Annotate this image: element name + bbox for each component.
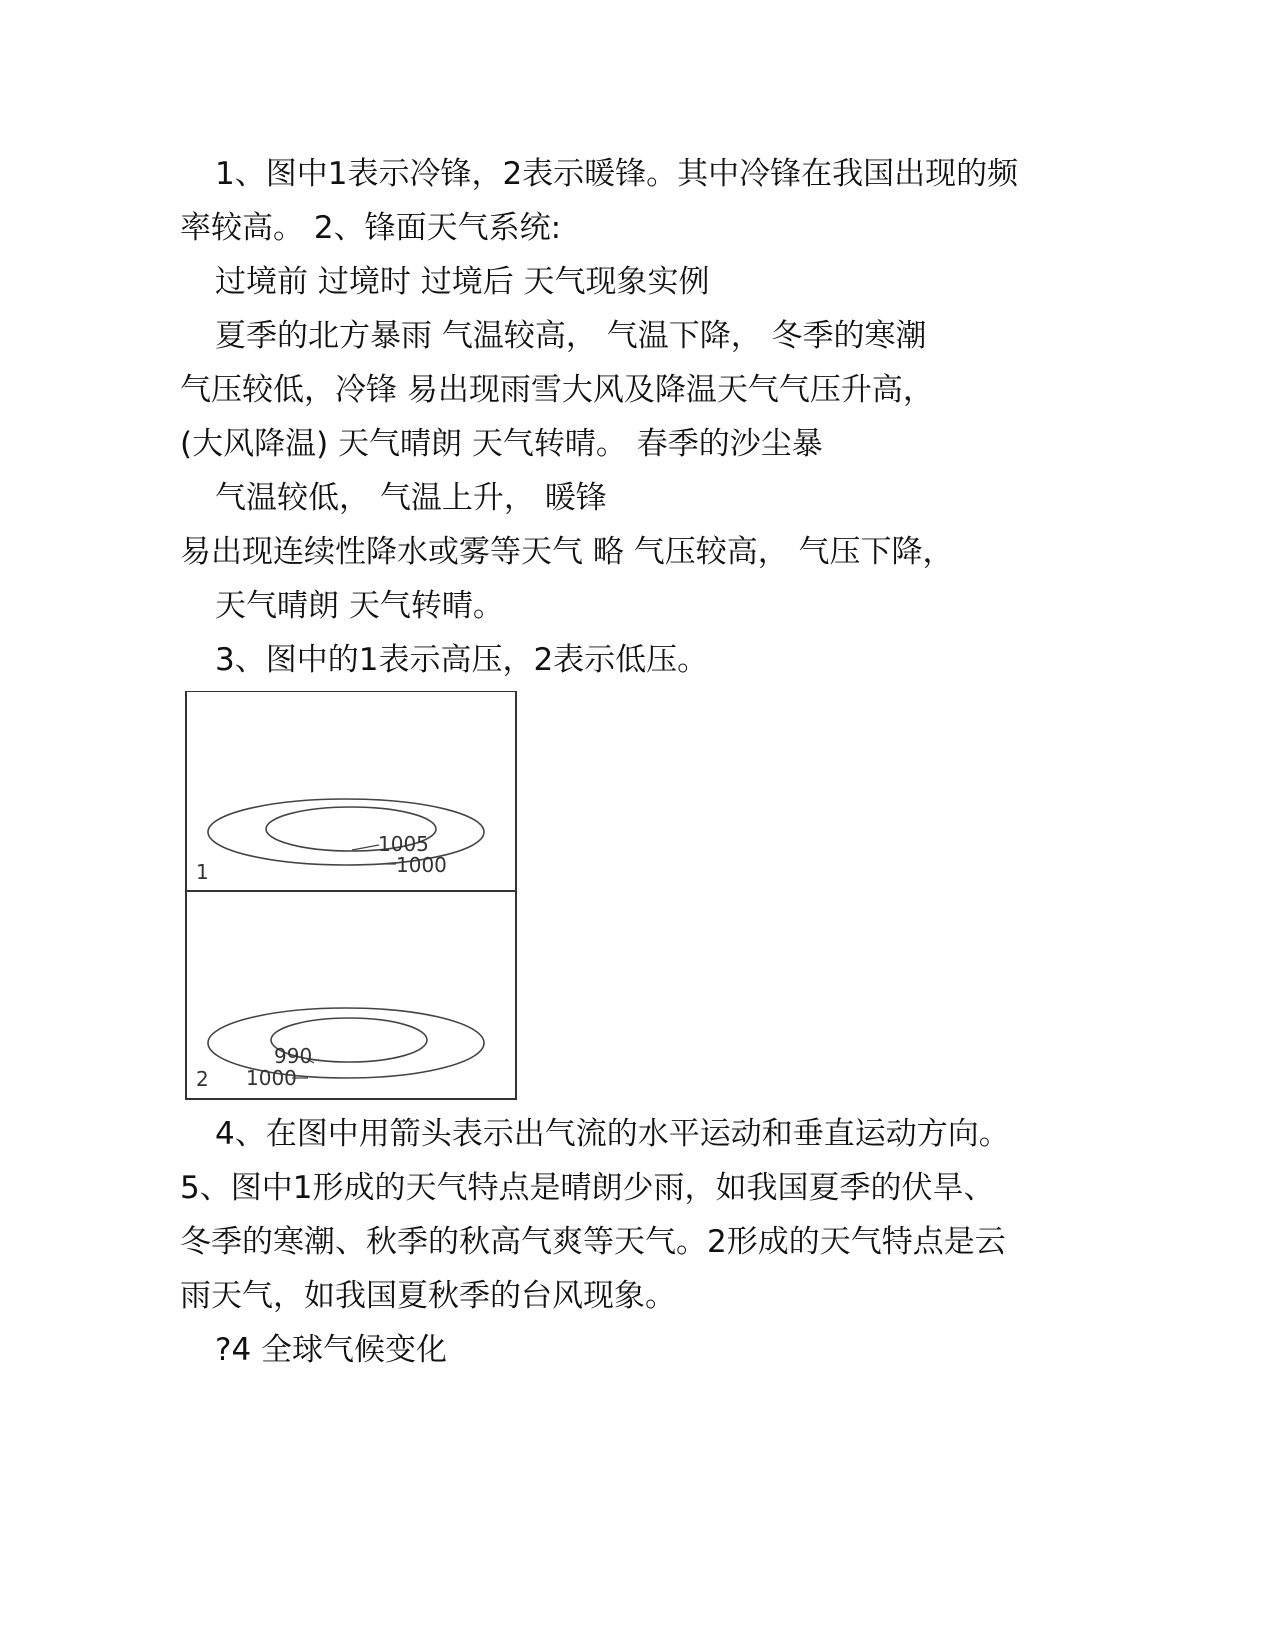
top-outer-isobar-label: 1000: [396, 853, 447, 877]
panel-top-frame: [186, 691, 516, 891]
panel-top-number: 1: [196, 860, 209, 884]
text-line-10: 3、图中的1表示高压，2表示低压。: [215, 642, 709, 678]
text-line-13: 冬季的寒潮、秋季的秋高气爽等天气。2形成的天气特点是云: [180, 1224, 1006, 1260]
pressure-system-figure: [184, 691, 524, 1111]
bottom-inner-isobar-label: 990: [274, 1044, 313, 1068]
text-line-2: 率较高。 2、锋面天气系统:: [180, 210, 562, 246]
text-line-1: 1、图中1表示冷锋，2表示暖锋。其中冷锋在我国出现的频: [215, 156, 1019, 192]
panel-bottom-frame: [186, 891, 516, 1099]
text-line-9: 天气晴朗 天气转晴。: [215, 588, 504, 624]
text-line-8: 易出现连续性降水或雾等天气 略 气压较高， 气压下降，: [180, 534, 954, 570]
panel-bottom-number: 2: [196, 1067, 209, 1091]
top-inner-isobar-label: 1005: [378, 832, 429, 856]
section-heading: ?4 全球气候变化: [215, 1332, 448, 1368]
text-line-11: 4、在图中用箭头表示出气流的水平运动和垂直运动方向。: [215, 1116, 1010, 1152]
bottom-outer-isobar-label: 1000: [246, 1066, 297, 1090]
text-line-7: 气温较低， 气温上升， 暖锋: [215, 480, 607, 516]
text-line-6: (大风降温) 天气晴朗 天气转晴。 春季的沙尘暴: [180, 426, 823, 462]
text-line-14: 雨天气，如我国夏秋季的台风现象。: [180, 1278, 676, 1314]
text-line-4: 夏季的北方暴雨 气温较高， 气温下降， 冬季的寒潮: [215, 318, 927, 354]
text-line-3: 过境前 过境时 过境后 天气现象实例: [215, 264, 710, 300]
text-line-12: 5、图中1形成的天气特点是晴朗少雨，如我国夏季的伏旱、: [180, 1170, 995, 1206]
text-line-5: 气压较低，冷锋 易出现雨雪大风及降温天气气压升高，: [180, 372, 934, 408]
isobar-diagram: [184, 691, 524, 1111]
